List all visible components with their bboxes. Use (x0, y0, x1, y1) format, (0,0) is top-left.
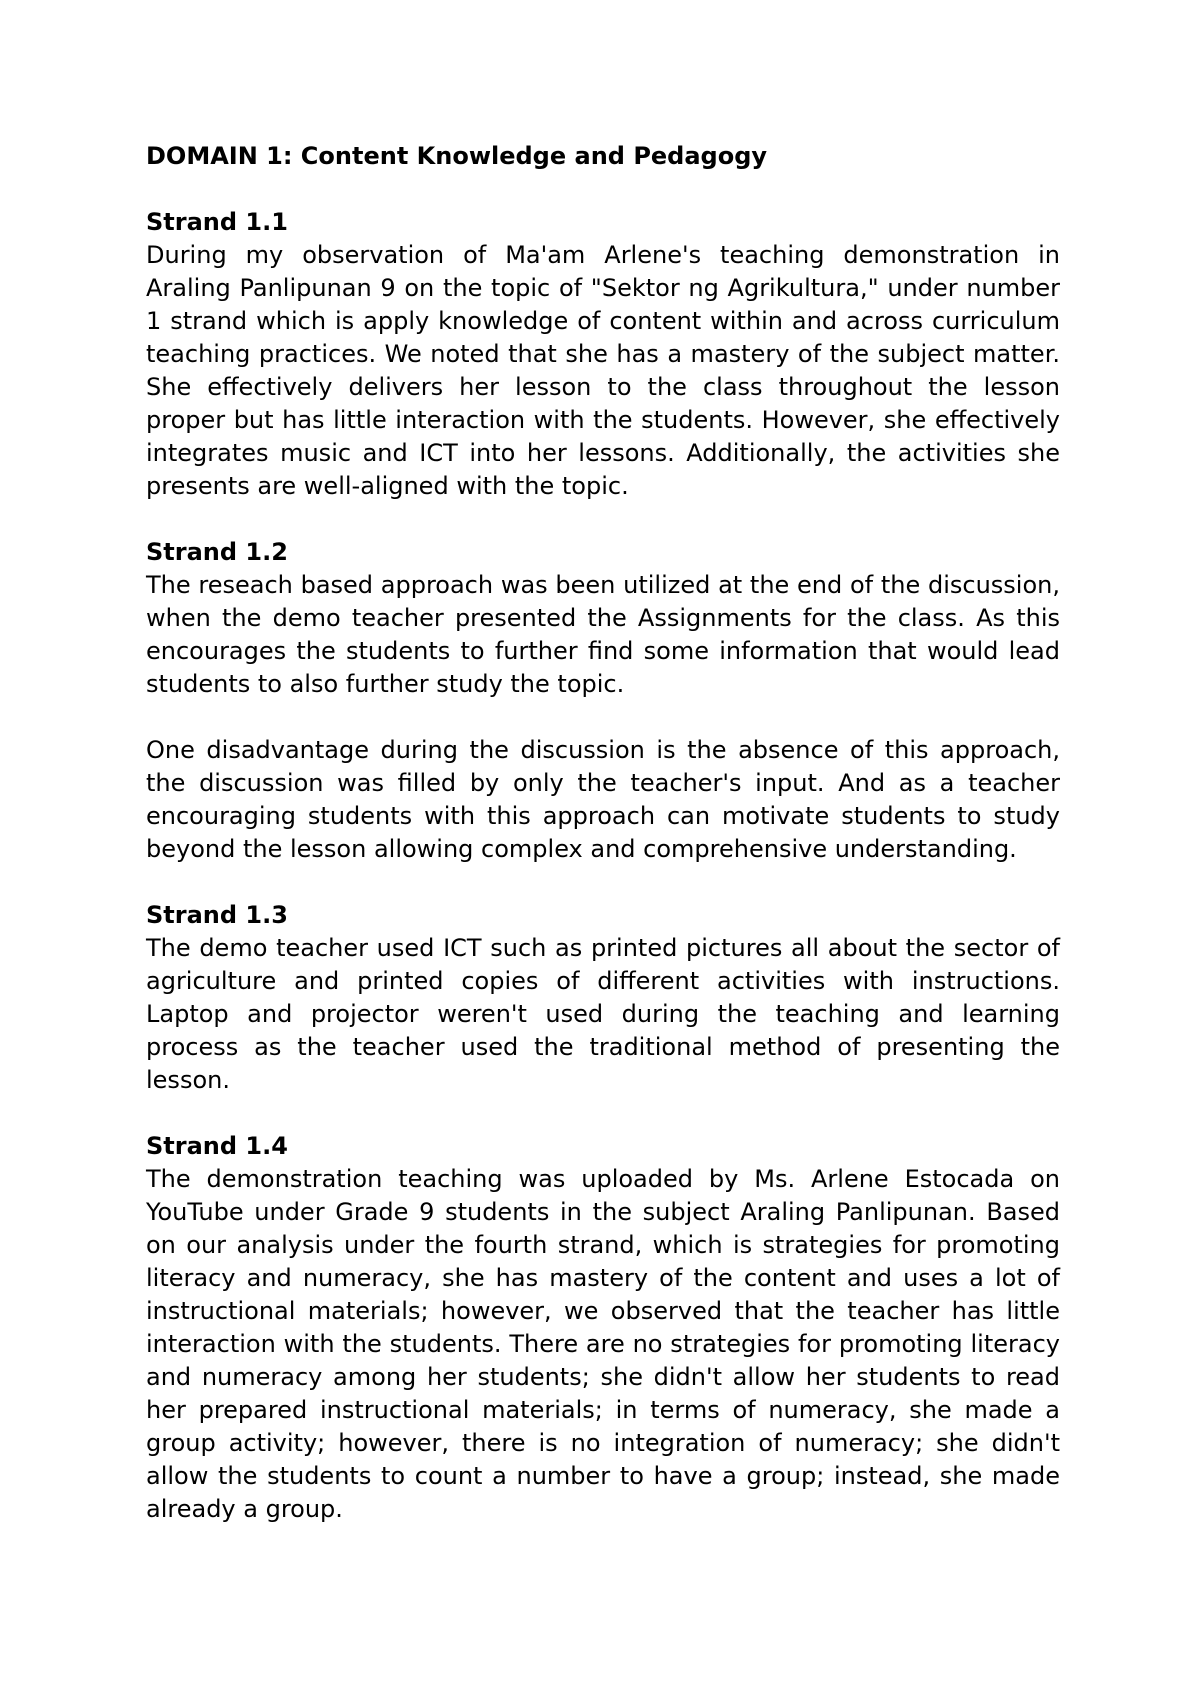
strand-heading: Strand 1.4 (146, 1132, 288, 1160)
strand-1-2-section (146, 536, 1060, 866)
strand-paragraph: One disadvantage during the discussion is the absence of this approach, the discussion was filled by only the teacher's input. And as a teacher encouraging students with this approach can motivate students to study beyond the lesson allowing complex and comprehensive understanding. (146, 736, 1060, 863)
strand-paragraph: During my observation of Ma'am Arlene's teaching demonstration in Araling Panlipunan 9 on the topic of "Sektor ng Agrikultura," under number 1 strand which is apply knowledge of content within and across curriculum teaching practices. We noted that she has a mastery of the subject matter. She effectively delivers her lesson to the class throughout the lesson proper but has little interaction with the students. However, she effectively integrates music and ICT into her lessons. Additionally, the activities she presents are well-aligned with the topic. (146, 241, 1060, 500)
strand-heading: Strand 1.3 (146, 901, 288, 929)
document-title: DOMAIN 1: Content Knowledge and Pedagogy (146, 142, 768, 170)
strand-paragraph: The reseach based approach was been utilized at the end of the discussion, when the demo teacher presented the Assignments for the class. As this encourages the students to further find some information that would lead students to also further study the topic. (146, 571, 1060, 698)
strand-paragraph: The demo teacher used ICT such as printed pictures all about the sector of agriculture and printed copies of different activities with instructions. Laptop and projector weren't used during the teaching and learning process as the teacher used the traditional method of presenting the lesson. (146, 934, 1060, 1094)
strand-heading: Strand 1.1 (146, 208, 288, 236)
strand-paragraph: The demonstration teaching was uploaded by Ms. Arlene Estocada on YouTube under Grade 9 students in the subject Araling Panlipunan. Based on our analysis under the fourth strand, which is strategies for promoting literacy and numeracy, she has mastery of the content and uses a lot of instructional materials; however, we observed that the teacher has little interaction with the students. There are no strategies for promoting literacy and numeracy among her students; she didn't allow her students to read her prepared instructional materials; in terms of numeracy, she made a group activity; however, there is no integration of numeracy; she didn't allow the students to count a number to have a group; instead, she made already a group. (146, 1165, 1060, 1523)
document-page (146, 140, 1060, 1559)
strand-1-4-section (146, 1130, 1060, 1526)
strand-heading: Strand 1.2 (146, 538, 288, 566)
strand-1-3-section (146, 899, 1060, 1097)
strand-1-1-section (146, 206, 1060, 503)
